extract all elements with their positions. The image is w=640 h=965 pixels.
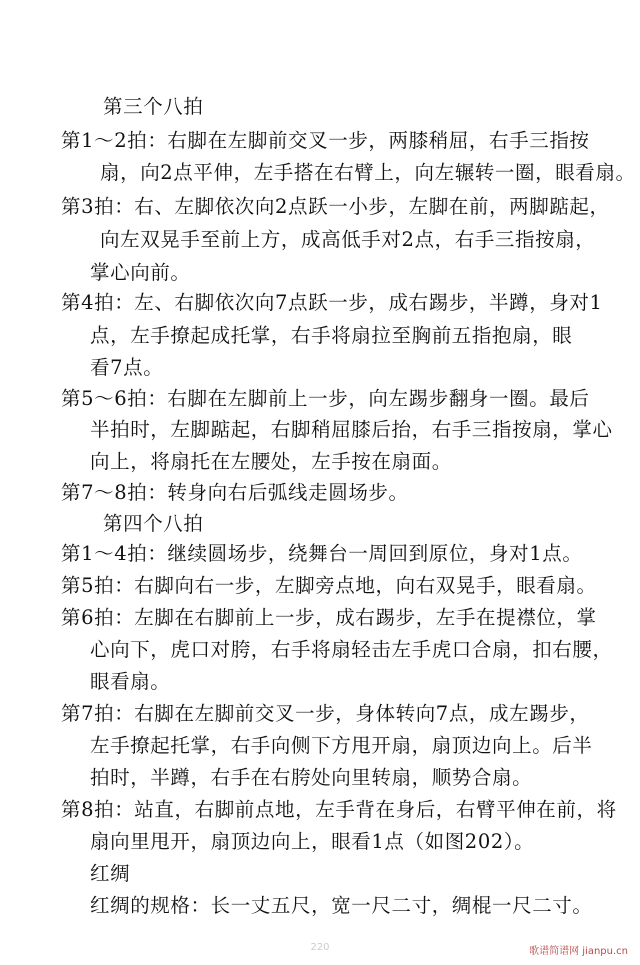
section-heading-red-silk: 红绸 — [90, 862, 131, 885]
text-line: 第8拍：站直，右脚前点地，左手背在身后，右臂平伸在前，将 — [61, 798, 617, 821]
text-line: 扇，向2点平伸，左手搭在右臂上，向左辗转一圈，眼看扇。 — [100, 161, 636, 184]
text-line: 第5～6拍：右脚在左脚前上一步，向左踢步翻身一圈。最后 — [61, 387, 590, 410]
text-line: 第6拍：左脚在右脚前上一步，成右踢步，左手在提襟位，掌 — [61, 606, 597, 629]
text-line: 心向下，虎口对胯，右手将扇轻击左手虎口合扇，扣右腰， — [90, 638, 613, 661]
page-number: 220 — [310, 942, 330, 953]
section-heading-fourth-eight-beat: 第四个八拍 — [103, 512, 204, 535]
text-line: 第3拍：右、左脚依次向2点跃一小步，左脚在前，两脚踮起， — [61, 195, 610, 218]
text-line: 半拍时，左脚踮起，右脚稍屈膝后抬，右手三指按扇，掌心 — [90, 418, 613, 441]
text-line: 第5拍：右脚向右一步，左脚旁点地，向右双晃手，眼看扇。 — [61, 574, 597, 597]
watermark: 歌谱简谱网 jianpu.cn — [529, 946, 628, 957]
text-line: 第1～4拍：继续圆场步，绕舞台一周回到原位，身对1点。 — [61, 542, 583, 565]
text-line: 向左双晃手至前上方，成高低手对2点，右手三指按扇， — [100, 228, 596, 251]
section-heading-third-eight-beat: 第三个八拍 — [103, 95, 204, 118]
text-line: 左手撩起托掌，右手向侧下方甩开扇，扇顶边向上。后半 — [90, 734, 593, 757]
text-line: 掌心向前。 — [90, 261, 191, 284]
text-line: 扇向里甩开，扇顶边向上，眼看1点（如图202）。 — [90, 830, 535, 853]
text-line: 第7拍：右脚在左脚前交叉一步，身体转向7点，成左踢步， — [61, 702, 590, 725]
text-line: 第4拍：左、右脚依次向7点跃一步，成右踢步，半蹲，身对1 — [61, 291, 603, 314]
text-line: 眼看扇。 — [90, 670, 171, 693]
text-line: 看7点。 — [90, 356, 164, 379]
text-line: 拍时，半蹲，右手在右胯处向里转扇，顺势合扇。 — [90, 766, 533, 789]
text-line: 点，左手撩起成托掌，右手将扇拉至胸前五指抱扇，眼 — [90, 324, 573, 347]
text-line: 红绸的规格：长一丈五尺，宽一尺二寸，绸棍一尺二寸。 — [90, 894, 593, 917]
text-line: 第1～2拍：右脚在左脚前交叉一步，两膝稍屈，右手三指按 — [61, 129, 590, 152]
text-line: 第7～8拍：转身向右后弧线走圆场步。 — [61, 481, 409, 504]
text-line: 向上，将扇托在左腰处，左手按在扇面。 — [90, 450, 452, 473]
